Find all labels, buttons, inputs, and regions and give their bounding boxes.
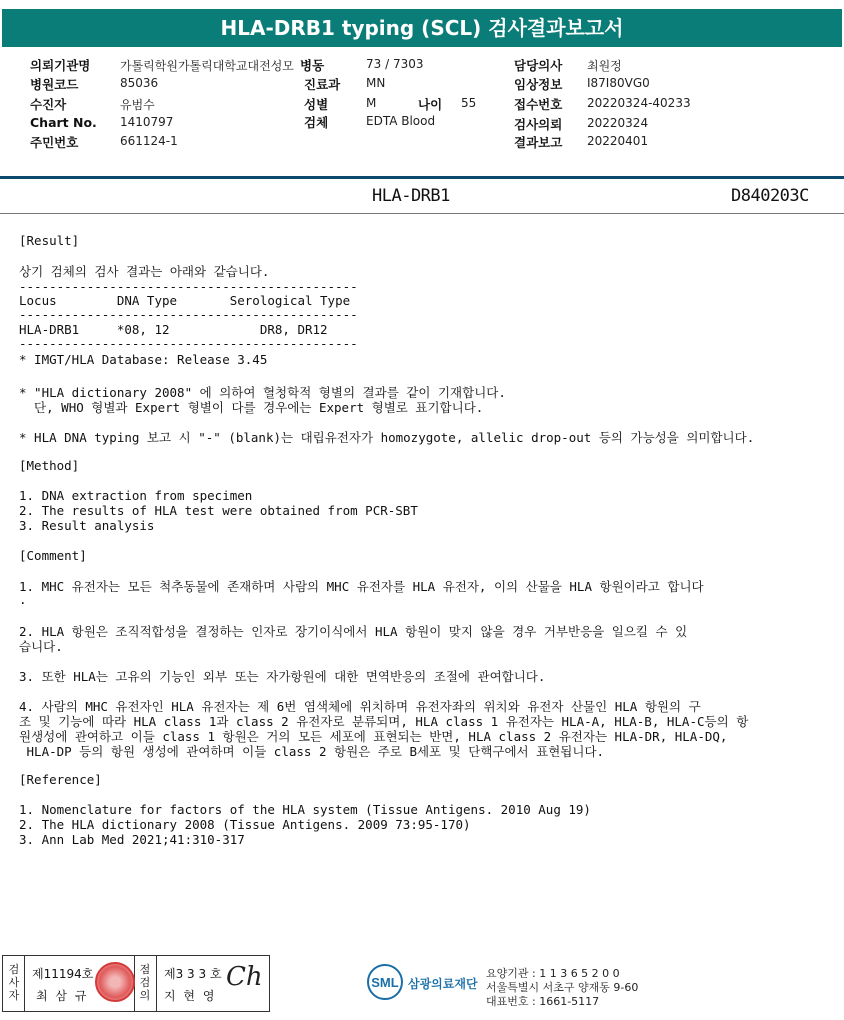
verifier-license: 제11194호 xyxy=(32,967,94,981)
reference-item: 3. Ann Lab Med 2021;41:310-317 xyxy=(19,832,245,847)
age-value: 55 xyxy=(461,96,477,110)
comment-line: 1. MHC 유전자는 모든 척추동물에 존재하며 사람의 MHC 유전자를 HLA 유전자, 이의 산물을 HLA 항원이라고 합니다 xyxy=(19,579,704,594)
patient-label: 수진자 xyxy=(30,97,67,112)
org-address: 서울특별시 서초구 양재동 9-60 xyxy=(486,981,639,994)
receipt-value: 20220324-40233 xyxy=(587,96,691,110)
note-dictionary: * "HLA dictionary 2008" 에 의하여 혈청학적 형별의 결과를 같이 기재합니다. xyxy=(19,385,506,400)
method-item: 1. DNA extraction from specimen xyxy=(19,488,253,503)
reference-item: 2. The HLA dictionary 2008 (Tissue Antigens. 2009 73:95-170) xyxy=(19,817,471,832)
org-name: 삼광의료재단 xyxy=(408,977,478,991)
chart-value: 1410797 xyxy=(120,115,174,129)
test-code: D840203C xyxy=(731,186,809,206)
table-header: Locus DNA Type Serological Type xyxy=(19,293,351,308)
patient-value: 유범수 xyxy=(120,98,155,112)
comment-line: 원생성에 관여하고 이들 class 1 항원은 거의 모든 세포에 표현되는 반면, HLA class 2 유전자는 HLA-DR, HLA-DQ, xyxy=(19,729,728,744)
sex-label: 성별 xyxy=(304,97,329,112)
resident-value: 661124-1 xyxy=(120,134,178,148)
org-phone: 대표번호 : 1661-5117 xyxy=(486,995,600,1008)
comment-line: HLA-DP 등의 항원 생성에 관여하며 이들 class 2 항원은 주로 B세포 및 단핵구에서 표현됩니다. xyxy=(19,744,605,759)
doctor-label: 담당의사 xyxy=(514,58,563,73)
request-value: 20220324 xyxy=(587,116,649,130)
reference-item: 1. Nomenclature for factors of the HLA system (Tissue Antigens. 2010 Aug 19) xyxy=(19,802,591,817)
comment-line: 습니다. xyxy=(19,639,63,654)
verifier-label: 검 사 자 xyxy=(8,963,20,1002)
section-result-heading: [Result] xyxy=(19,233,80,248)
test-name: HLA-DRB1 xyxy=(372,186,450,206)
box-divider xyxy=(156,956,157,1011)
receipt-label: 접수번호 xyxy=(514,97,563,112)
chart-label: Chart No. xyxy=(30,115,97,130)
method-item: 2. The results of HLA test were obtained from PCR-SBT xyxy=(19,503,418,518)
request-label: 검사의뢰 xyxy=(514,117,563,132)
box-divider xyxy=(24,956,25,1011)
comment-line: 2. HLA 항원은 조직적합성을 결정하는 인자로 장기이식에서 HLA 항원이 맞지 않을 경우 거부반응을 일으킬 수 있 xyxy=(19,624,688,639)
divider-thick xyxy=(0,176,844,179)
report-date-label: 결과보고 xyxy=(514,135,563,150)
sex-value: M xyxy=(366,96,377,110)
sml-logo-icon xyxy=(366,963,404,1001)
report-title: HLA-DRB1 typing (SCL) 검사결과보고서 xyxy=(220,16,624,40)
note-dictionary-cont: 단, WHO 형별과 Expert 형별이 다를 경우에는 Expert 형별로 표기합니다. xyxy=(19,400,484,415)
institution-label: 의뢰기관명 xyxy=(30,58,91,73)
institution-value: 가톨릭학원가톨릭대학교대전성모 xyxy=(120,59,294,73)
table-row: HLA-DRB1 *08, 12 DR8, DR12 xyxy=(19,322,328,337)
comment-line: 조 및 기능에 따라 HLA class 1과 class 2 유전자로 분류되며, HLA class 1 유전자는 HLA-A, HLA-B, HLA-C등의 항 xyxy=(19,714,749,729)
verifier-name: 최 삼 규 xyxy=(36,989,89,1003)
method-item: 3. Result analysis xyxy=(19,518,155,533)
verifier-seal xyxy=(95,962,135,1002)
dept-value: MN xyxy=(366,76,386,90)
table-rule: --------------------------------------------- xyxy=(19,279,358,294)
note-blank: * HLA DNA typing 보고 시 "-" (blank)는 대립유전자가 homozygote, allelic drop-out 등의 가능성을 의미합니다. xyxy=(19,430,755,445)
dept-label: 진료과 xyxy=(304,77,341,92)
ward-value: 73 / 7303 xyxy=(366,57,424,71)
reviewer-license: 제3 3 3 호 xyxy=(164,967,222,981)
report-date-value: 20220401 xyxy=(587,134,649,148)
comment-line: 3. 또한 HLA는 고유의 기능인 외부 또는 자가항원에 대한 면역반응의 조절에 관여합니다. xyxy=(19,669,546,684)
signature: Ch xyxy=(226,962,263,992)
divider-thin xyxy=(0,213,844,214)
resident-label: 주민번호 xyxy=(30,135,79,150)
result-intro: 상기 검체의 검사 결과는 아래와 같습니다. xyxy=(19,264,270,279)
reviewer-name: 지 현 영 xyxy=(164,989,217,1003)
reviewer-label: 점 검 의 xyxy=(139,963,151,1002)
hospital-code-value: 85036 xyxy=(120,76,159,90)
age-label: 나이 xyxy=(418,97,443,112)
clinical-label: 임상정보 xyxy=(514,77,563,92)
note-database: * IMGT/HLA Database: Release 3.45 xyxy=(19,352,268,367)
section-comment-heading: [Comment] xyxy=(19,548,87,563)
table-rule: --------------------------------------------- xyxy=(19,307,358,322)
ward-label: 병동 xyxy=(300,58,325,73)
table-rule: --------------------------------------------- xyxy=(19,336,358,351)
specimen-label: 검체 xyxy=(304,115,329,130)
report-title-bar xyxy=(0,0,844,54)
comment-line: 4. 사람의 MHC 유전자인 HLA 유전자는 제 6번 염색체에 위치하며 유전자좌의 위치와 유전자 산물인 HLA 항원의 구 xyxy=(19,699,701,714)
section-reference-heading: [Reference] xyxy=(19,772,102,787)
clinical-value: I87I80VG0 xyxy=(587,76,650,90)
agency-number: 요양기관 : 1 1 3 6 5 2 0 0 xyxy=(486,967,620,980)
specimen-value: EDTA Blood xyxy=(366,114,436,128)
comment-line: . xyxy=(19,592,27,607)
doctor-value: 최원정 xyxy=(587,59,622,73)
section-method-heading: [Method] xyxy=(19,458,80,473)
logo-text-sml: SML xyxy=(371,975,399,990)
hospital-code-label: 병원코드 xyxy=(30,77,79,92)
